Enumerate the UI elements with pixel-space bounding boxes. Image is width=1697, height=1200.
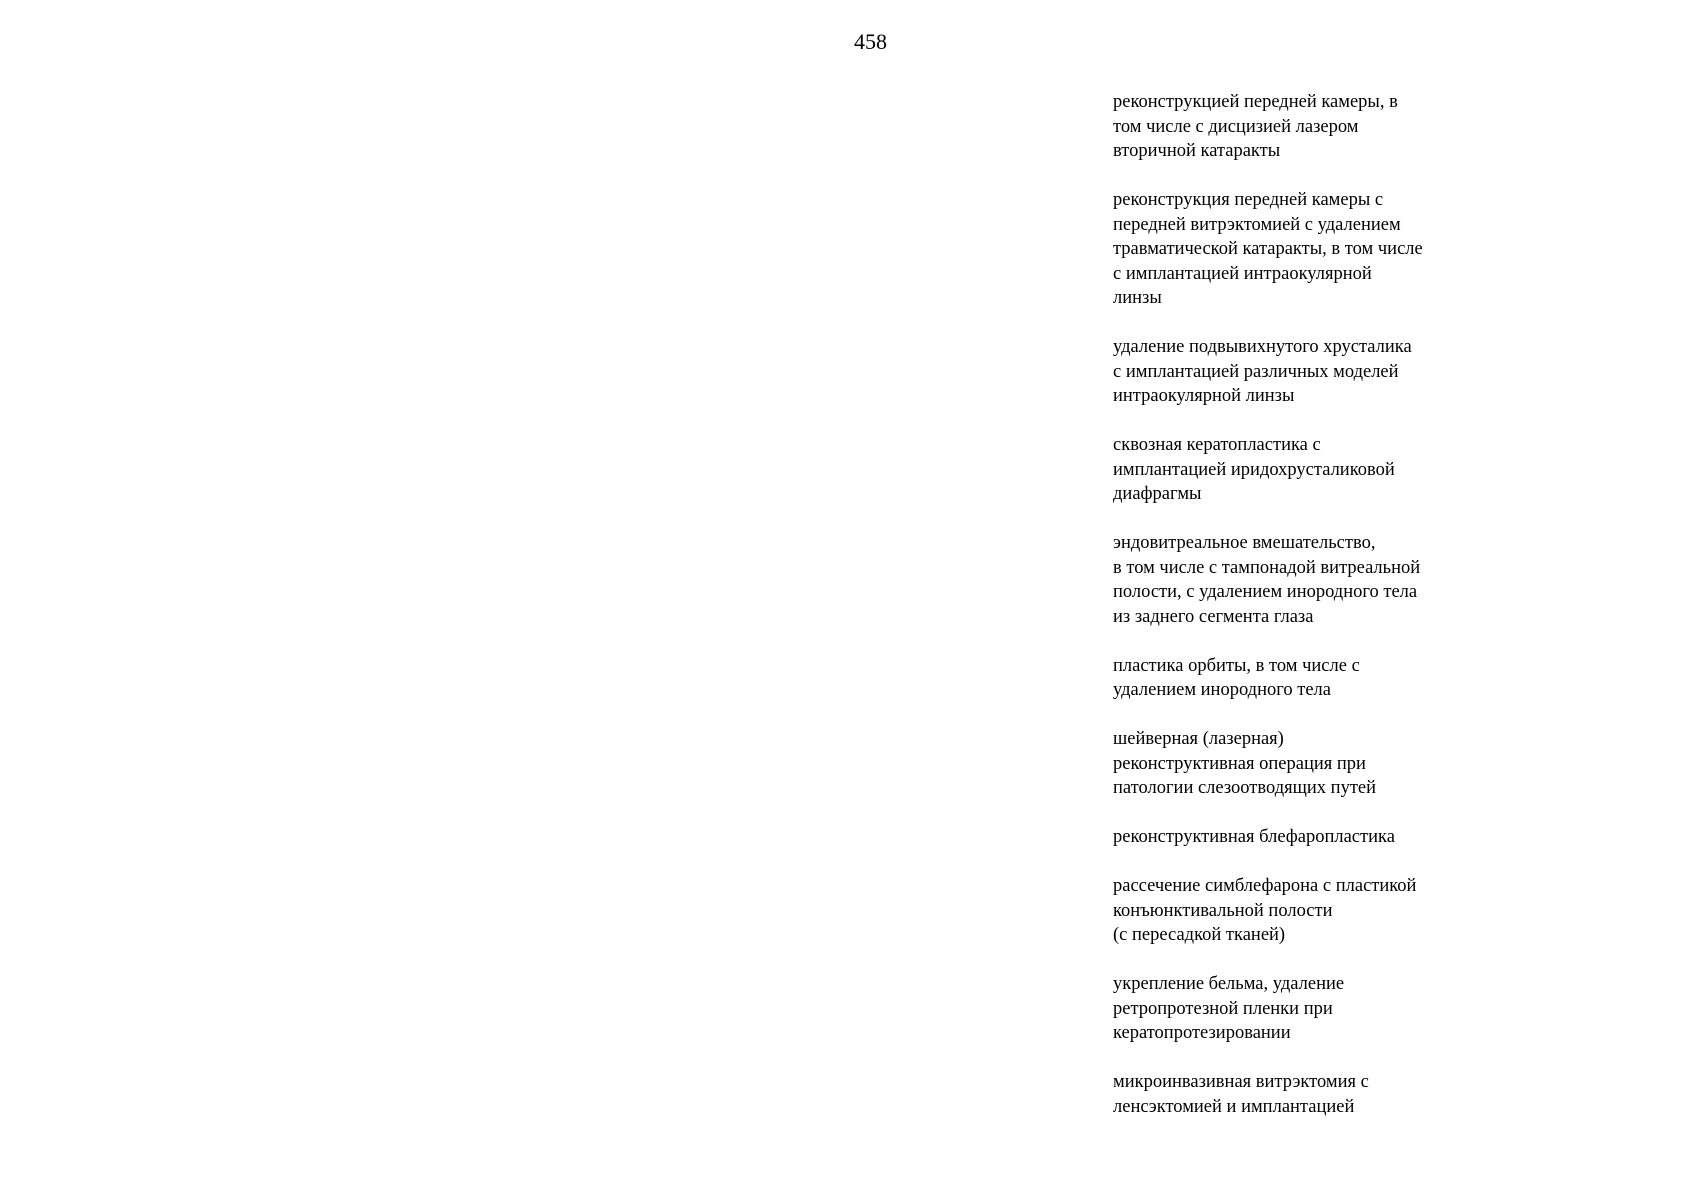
procedure-text-line: рассечение симблефарона с пластикой — [1113, 876, 1417, 896]
procedure-text-line: удалением инородного тела — [1113, 680, 1331, 700]
procedure-text-line: кератопротезировании — [1113, 1023, 1291, 1043]
procedure-text-line: патологии слезоотводящих путей — [1113, 778, 1377, 798]
procedure-text-line: диафрагмы — [1113, 484, 1202, 504]
procedure-text-line: (с пересадкой тканей) — [1113, 925, 1286, 945]
procedure-item — [1113, 874, 1533, 948]
procedure-text-line: линзы — [1113, 288, 1162, 308]
procedure-item — [1113, 90, 1533, 164]
procedure-item — [1113, 531, 1533, 629]
procedure-text-line: эндовитреальное вмешательство, — [1113, 533, 1376, 553]
procedure-list — [1113, 90, 1533, 1144]
procedure-text-line: реконструкция передней камеры с — [1113, 190, 1384, 210]
procedure-text-line: с имплантацией различных моделей — [1113, 361, 1399, 382]
procedure-item — [1113, 727, 1533, 801]
procedure-text-line: вторичной катаракты — [1113, 141, 1281, 161]
procedure-text-line: реконструктивная операция при — [1113, 753, 1366, 774]
procedure-text-line: реконструкцией передней камеры, в — [1113, 92, 1398, 112]
procedure-text-line: в том числе с тампонадой витреальной — [1113, 557, 1421, 578]
procedure-item — [1113, 1070, 1533, 1119]
procedure-item — [1113, 972, 1533, 1046]
procedure-text-line: укрепление бельма, удаление — [1113, 974, 1345, 994]
procedure-text-line: ленсэктомией и имплантацией — [1113, 1096, 1355, 1117]
procedure-text-line: сквозная кератопластика с — [1113, 435, 1321, 455]
page-number: 458 — [854, 29, 887, 54]
procedure-text-line: том числе с дисцизией лазером — [1113, 116, 1359, 137]
procedure-text-line: микроинвазивная витрэктомия с — [1113, 1072, 1369, 1092]
procedure-item — [1113, 654, 1533, 703]
procedure-text-line: полости, с удалением инородного тела — [1113, 582, 1418, 602]
procedure-text-line: имплантацией иридохрусталиковой — [1113, 459, 1395, 480]
procedure-item — [1113, 335, 1533, 409]
procedure-text-line: травматической катаракты, в том числе — [1113, 239, 1423, 259]
procedure-item — [1113, 433, 1533, 507]
procedure-text-line: конъюнктивальной полости — [1113, 900, 1333, 921]
procedure-text-line: ретропротезной пленки при — [1113, 998, 1333, 1019]
procedure-item — [1113, 188, 1533, 311]
procedure-text-line: шейверная (лазерная) — [1113, 729, 1284, 749]
procedure-item — [1113, 825, 1533, 850]
procedure-text-line: передней витрэктомией с удалением — [1113, 214, 1401, 235]
procedure-text-line: из заднего сегмента глаза — [1113, 606, 1314, 627]
procedure-text-line: реконструктивная блефаропластика — [1113, 827, 1395, 847]
procedure-text-line: удаление подвывихнутого хрусталика — [1113, 337, 1412, 357]
procedure-text-line: интраокулярной линзы — [1113, 386, 1295, 406]
procedure-text-line: с имплантацией интраокулярной — [1113, 263, 1372, 284]
procedure-text-line: пластика орбиты, в том числе с — [1113, 655, 1360, 676]
